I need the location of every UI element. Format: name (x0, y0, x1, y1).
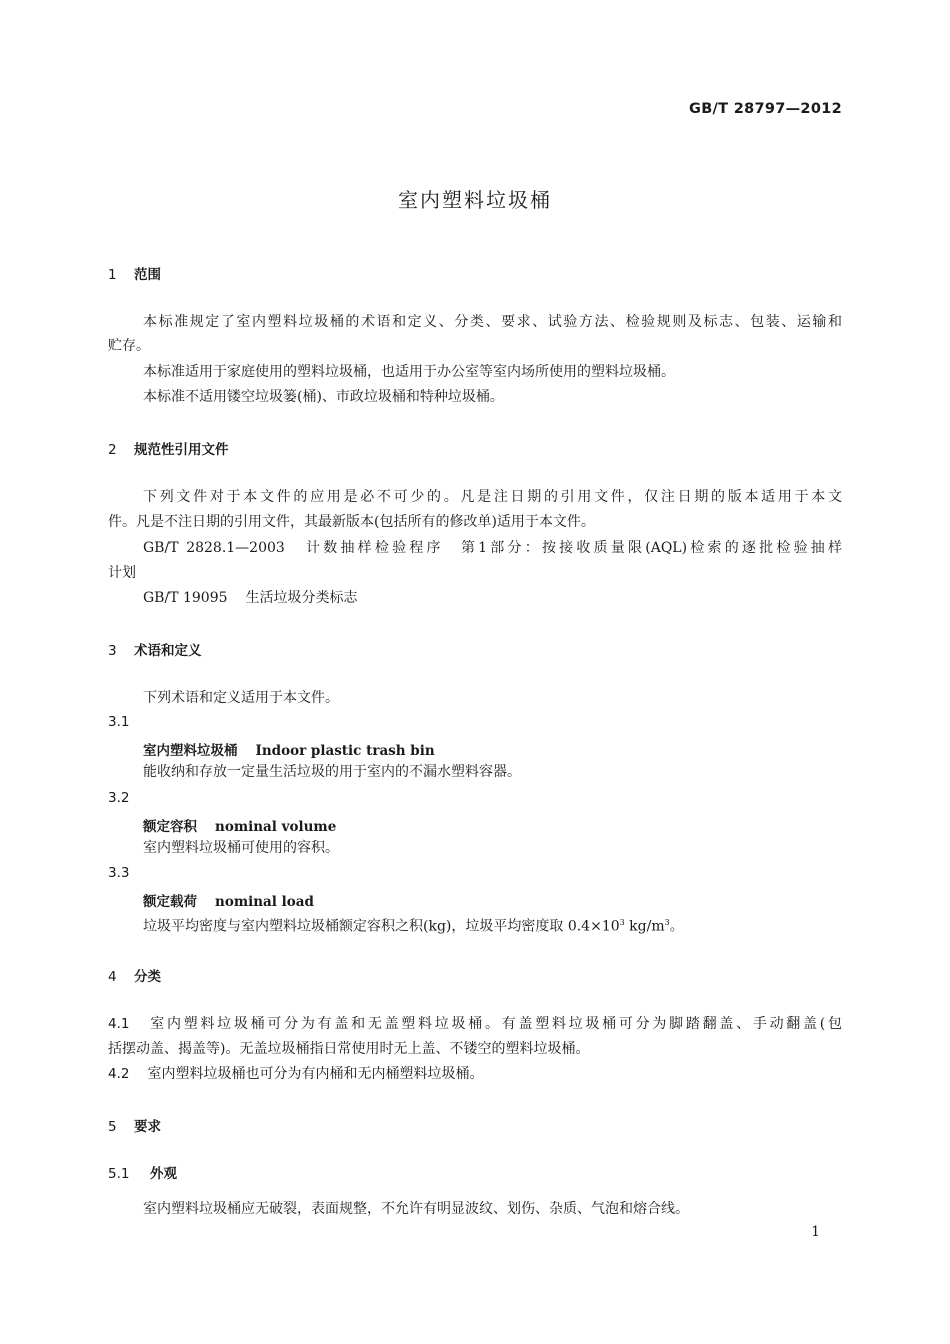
standard-code: GB/T 28797—2012 (689, 101, 842, 117)
paragraph: 计划 (108, 565, 136, 581)
section-heading-terms: 3 术语和定义 (108, 643, 202, 659)
paragraph: 括摆动盖、揭盖等)。无盖垃圾桶指日常使用时无上盖、不镂空的塑料垃圾桶。 (108, 1041, 590, 1057)
paragraph: 下列文件对于本文件的应用是必不可少的。凡是注日期的引用文件，仅注日期的版本适用于本文 (143, 489, 842, 505)
paragraph: 本标准不适用镂空垃圾篓(桶)、市政垃圾桶和特种垃圾桶。 (143, 389, 504, 405)
term-name: 额定载荷 nominal load (143, 894, 314, 910)
reference-entry: GB/T 19095 生活垃圾分类标志 (143, 590, 358, 606)
paragraph: 本标准适用于家庭使用的塑料垃圾桶，也适用于办公室等室内场所使用的塑料垃圾桶。 (143, 364, 675, 380)
document-title: 室内塑料垃圾桶 (398, 188, 552, 212)
paragraph: 贮存。 (108, 338, 150, 354)
term-definition: 室内塑料垃圾桶可使用的容积。 (143, 840, 339, 856)
term-number: 3.3 (108, 865, 130, 881)
paragraph: 本标准规定了室内塑料垃圾桶的术语和定义、分类、要求、试验方法、检验规则及标志、包装、运输和 (143, 314, 842, 330)
term-name: 室内塑料垃圾桶 Indoor plastic trash bin (143, 743, 435, 759)
term-name: 额定容积 nominal volume (143, 819, 337, 835)
reference-entry: GB/T 2828.1—2003 计数抽样检验程序 第1部分：按接收质量限(AQL)检索的逐批检验抽样 (143, 540, 842, 556)
page-number: 1 (811, 1224, 820, 1240)
paragraph: 件。凡是不注日期的引用文件，其最新版本(包括所有的修改单)适用于本文件。 (108, 514, 595, 530)
term-definition: 能收纳和存放一定量生活垃圾的用于室内的不漏水塑料容器。 (143, 764, 521, 780)
term-definition: 垃圾平均密度与室内塑料垃圾桶额定容积之积(kg)，垃圾平均密度取 $0.4\times 10^3$ $kg/m^3$。 (143, 918, 684, 935)
term-number: 3.1 (108, 714, 130, 730)
clause: 4.2 室内塑料垃圾桶也可分为有内桶和无内桶塑料垃圾桶。 (108, 1066, 484, 1082)
term-number: 3.2 (108, 790, 130, 806)
section-heading-normative-references: 2 规范性引用文件 (108, 442, 229, 458)
section-heading-requirements: 5 要求 (108, 1119, 161, 1135)
section-heading-scope: 1 范围 (108, 267, 161, 283)
paragraph: 下列术语和定义适用于本文件。 (143, 690, 339, 706)
section-heading-classification: 4 分类 (108, 969, 161, 985)
subsection-heading-appearance: 5.1 外观 (108, 1166, 177, 1182)
clause: 4.1 室内塑料垃圾桶可分为有盖和无盖塑料垃圾桶。有盖塑料垃圾桶可分为脚踏翻盖、手动翻盖(包 (108, 1016, 842, 1032)
paragraph: 室内塑料垃圾桶应无破裂，表面规整，不允许有明显波纹、划伤、杂质、气泡和熔合线。 (143, 1201, 689, 1217)
